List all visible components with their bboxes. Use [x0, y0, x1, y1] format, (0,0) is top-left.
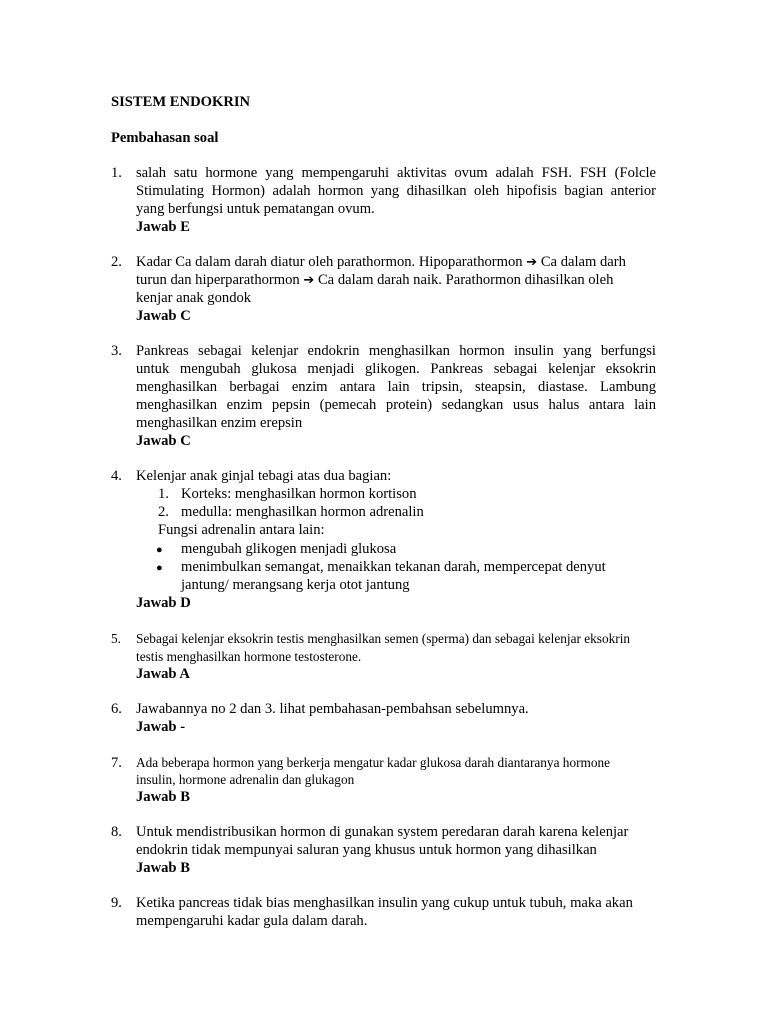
item-text-line: menghasilkan enzim pepsin (pemecah protein) sedangkan usus halus antara lain — [136, 397, 656, 413]
item-number: 8. — [111, 824, 122, 840]
item-text-segment: Ca dalam darah naik. Parathormon dihasilkan oleh — [317, 272, 614, 288]
item-answer: Jawab C — [136, 433, 191, 449]
item-text-line: insulin, hormone adrenalin dan glukagon — [136, 772, 355, 787]
document-subtitle: Pembahasan soal — [111, 130, 219, 146]
item-text-line: untuk mengubah glukosa menjadi glikogen. Pankreas sebagai kelenjar eksokrin — [136, 361, 656, 377]
arrow-right-icon: ➔ — [303, 273, 315, 288]
item-text-line: Pankreas sebagai kelenjar endokrin menghasilkan hormon insulin yang berfungsi — [136, 343, 656, 359]
item-answer: Jawab D — [136, 595, 191, 611]
bullet-text: mengubah glikogen menjadi glukosa — [181, 541, 397, 557]
document-title: SISTEM ENDOKRIN — [111, 94, 251, 110]
item-text-line: menghasilkan berbagai enzim antara lain tripsin, steapsin, diastase. Lambung — [136, 379, 656, 395]
item-number: 7. — [111, 755, 122, 771]
item-answer: Jawab B — [136, 789, 190, 805]
item-text-segment: turun dan hiperparathormon — [136, 272, 300, 288]
item-text-line: salah satu hormone yang mempengaruhi aktivitas ovum adalah FSH. FSH (Folcle — [136, 165, 656, 181]
item-text-line: Fungsi adrenalin antara lain: — [158, 522, 325, 538]
sub-item-text: Korteks: menghasilkan hormon kortison — [181, 486, 417, 502]
item-text-line: Ketika pancreas tidak bias menghasilkan insulin yang cukup untuk tubuh, maka akan — [136, 895, 633, 911]
item-text-segment: Ca dalam darh — [540, 254, 626, 270]
item-text-line — [136, 253, 626, 272]
sub-item-text: medulla: menghasilkan hormon adrenalin — [181, 504, 424, 520]
item-answer: Jawab E — [136, 219, 190, 235]
arrow-right-icon: ➔ — [526, 255, 538, 270]
item-number: 5. — [111, 631, 121, 646]
item-answer: Jawab A — [136, 666, 190, 682]
item-number: 2. — [111, 254, 122, 270]
sub-item-number: 1. — [158, 486, 169, 502]
item-text-line: Jawabannya no 2 dan 3. lihat pembahasan-pembahsan sebelumnya. — [136, 701, 529, 717]
item-answer: Jawab C — [136, 308, 191, 324]
item-text-line: Sebagai kelenjar eksokrin testis menghasilkan semen (sperma) dan sebagai kelenjar eksokrin — [136, 631, 631, 646]
item-answer: Jawab - — [136, 719, 186, 735]
item-text-segment: Kadar Ca dalam darah diatur oleh parathormon. Hipoparathormon — [136, 254, 523, 270]
bullet-text: menimbulkan semangat, menaikkan tekanan darah, mempercepat denyut — [181, 559, 606, 575]
item-number: 4. — [111, 468, 122, 484]
item-text-line: Ada beberapa hormon yang berkerja mengatur kadar glukosa darah diantaranya hormone — [136, 755, 611, 770]
item-text-line: yang berfungsi untuk pematangan ovum. — [136, 201, 375, 217]
item-text-line — [136, 271, 613, 290]
item-answer: Jawab B — [136, 860, 190, 876]
item-text-line: kenjar anak gondok — [136, 290, 252, 306]
bullet-icon: ● — [156, 544, 163, 556]
item-text-line: testis menghasilkan hormone testosterone. — [136, 649, 362, 664]
bullet-icon: ● — [156, 562, 163, 574]
sub-item-number: 2. — [158, 504, 169, 520]
item-number: 3. — [111, 343, 122, 359]
item-text-line: endokrin tidak mempunyai saluran yang khusus untuk hormon yang dihasilkan — [136, 842, 597, 858]
item-text-line: Untuk mendistribusikan hormon di gunakan system peredaran darah karena kelenjar — [136, 824, 629, 840]
item-number: 1. — [111, 165, 122, 181]
item-number: 9. — [111, 895, 122, 911]
item-text-line: menghasilkan enzim erepsin — [136, 415, 303, 431]
item-text-line: Stimulating Hormon) adalah hormon yang dihasilkan oleh hipofisis bagian anterior — [136, 183, 656, 199]
item-text-line: Kelenjar anak ginjal tebagi atas dua bagian: — [136, 468, 392, 484]
bullet-text: jantung/ merangsang kerja otot jantung — [181, 577, 410, 593]
item-number: 6. — [111, 701, 122, 717]
item-text-line: mempengaruhi kadar gula dalam darah. — [136, 913, 368, 929]
